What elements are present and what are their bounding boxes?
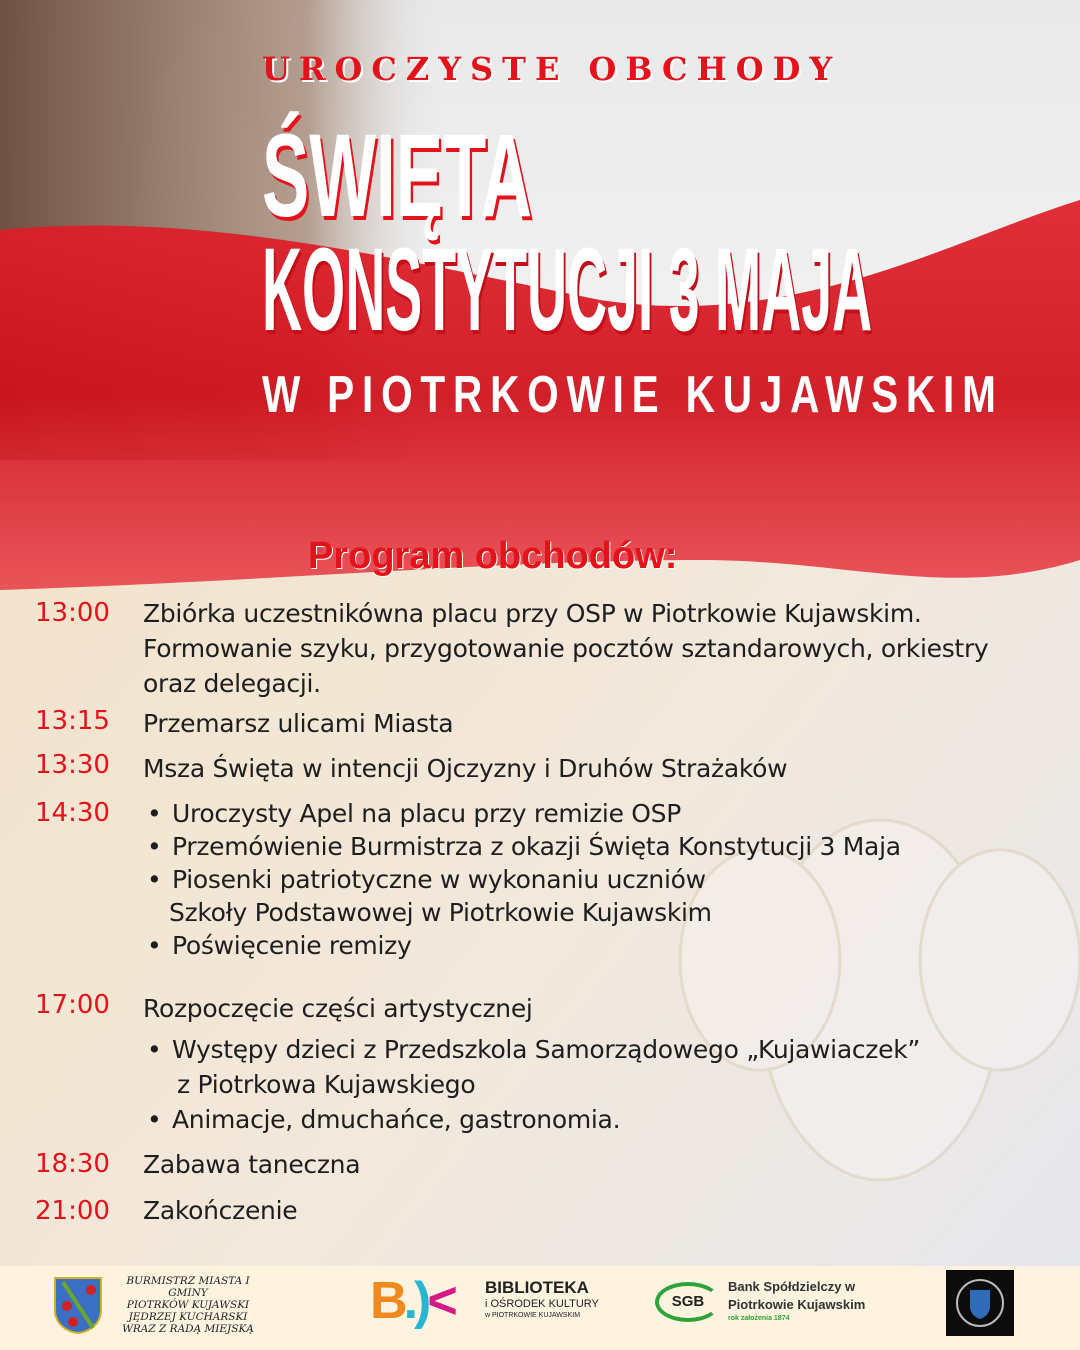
bullet-item: • Animacje, dmuchańce, gastronomia. (147, 1102, 920, 1137)
item-text: Zakończenie (143, 1196, 298, 1225)
line: i OŚRODEK KULTURY (485, 1298, 599, 1310)
time: 17:00 (35, 990, 110, 1020)
mayor-credit (118, 1275, 258, 1335)
title-line-2: KONSTYTUCJI 3 MAJA (262, 224, 873, 356)
item-text (143, 596, 988, 701)
bank-logo: SGB (655, 1282, 721, 1322)
bullet-item: • Poświęcenie remizy (147, 929, 901, 962)
line: Bank Spółdzielczy w (728, 1279, 856, 1294)
fire-brigade-emblem-icon (946, 1270, 1014, 1336)
time: 13:00 (35, 598, 110, 628)
bullet-item: • Piosenki patriotyczne w wykonaniu uczniów (147, 863, 901, 896)
bullet-list (147, 797, 901, 962)
time: 13:30 (35, 750, 110, 780)
bullet-item: • Występy dzieci z Przedszkola Samorządowego „Kujawiaczek” (147, 1032, 920, 1067)
line: JĘDRZEJ KUCHARSKI (128, 1311, 248, 1323)
title-line-1: ŚWIĘTA (262, 110, 533, 242)
item-text: Rozpoczęcie części artystycznej (143, 994, 533, 1023)
time: 18:30 (35, 1149, 110, 1179)
line: WRAZ Z RADĄ MIEJSKĄ (122, 1323, 254, 1335)
time: 13:15 (35, 706, 110, 736)
line: rok założenia 1874 (728, 1315, 790, 1322)
item-text: Msza Święta w intencji Ojczyzny i Druhów Strażaków (143, 754, 788, 783)
subtitle: W PIOTRKOWIE KUJAWSKIM (262, 366, 1004, 424)
line: BIBLIOTEKA (485, 1278, 589, 1297)
item-text: Zabawa taneczna (143, 1150, 361, 1179)
time: 14:30 (35, 798, 110, 828)
line: oraz delegacji. (143, 669, 321, 698)
library-name (485, 1278, 599, 1321)
line: BURMISTRZ MIASTA I GMINY (126, 1275, 250, 1299)
line: Piotrkowie Kujawskim (728, 1297, 866, 1312)
bullet-continuation: Szkoły Podstawowej w Piotrkowie Kujawskim (169, 898, 712, 927)
coat-of-arms-icon (53, 1276, 103, 1334)
program-heading: Program obchodów: (308, 535, 678, 577)
line: Formowanie szyku, przygotowanie pocztów sztandarowych, orkiestry (143, 634, 989, 663)
bullet-item: • Przemówienie Burmistrza z okazji Święta Konstytucji 3 Maja (147, 830, 901, 863)
bullet-item: • Uroczysty Apel na placu przy remizie OSP (147, 797, 901, 830)
kicker-heading: UROCZYSTE OBCHODY (262, 50, 842, 88)
bullet-list (147, 1032, 920, 1137)
bullet-continuation: z Piotrkowa Kujawskiego (177, 1070, 476, 1099)
line: PIOTRKÓW KUJAWSKI (126, 1299, 250, 1311)
time: 21:00 (35, 1196, 110, 1226)
line: Zbiórka uczestnikówna placu przy OSP w Piotrkowie Kujawskim. (143, 599, 922, 628)
sponsors-footer (0, 1266, 1080, 1350)
line: w PIOTRKOWIE KUJAWSKIM (485, 1312, 581, 1319)
library-logo: B.)< (370, 1272, 454, 1330)
bank-name (728, 1278, 865, 1324)
item-text: Przemarsz ulicami Miasta (143, 709, 454, 738)
